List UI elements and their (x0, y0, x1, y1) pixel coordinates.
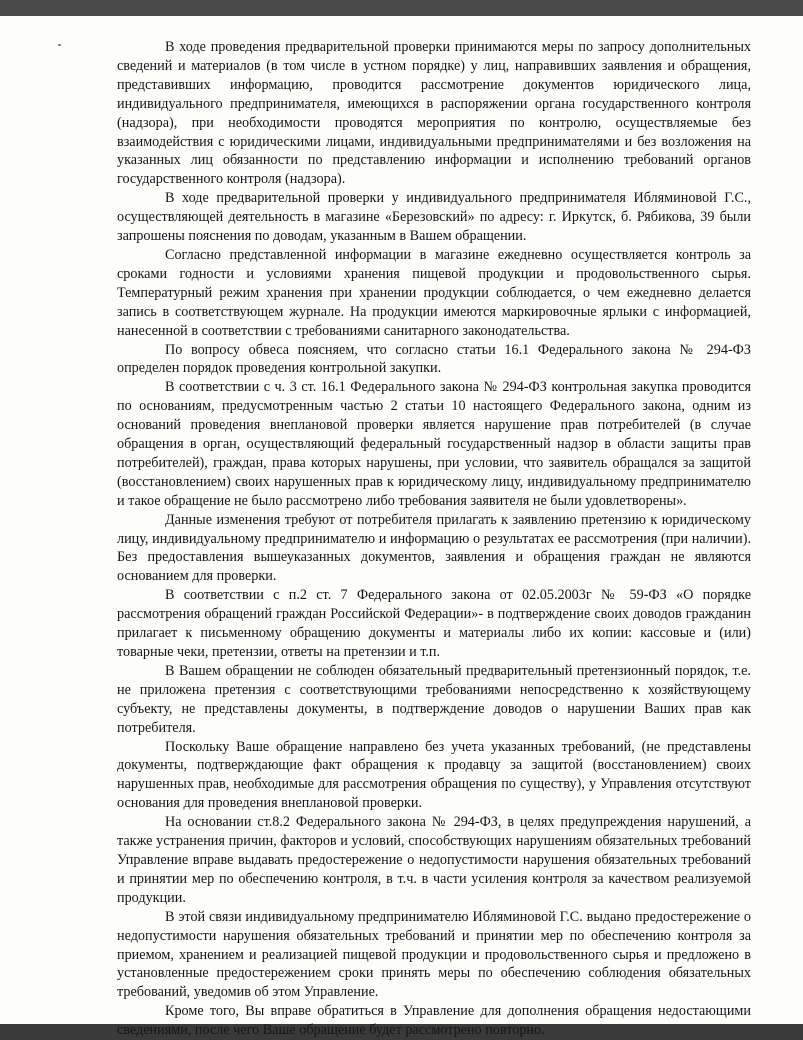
paragraph-storage-control: Согласно представленной информации в магазине ежедневно осуществляется контроль за сроками годности и условиями хранения пищевой продукции и продовольственного сырья. Температурный режим хранения при хранении продукции соблюдается, о чем ежедневно делается запись в соответствующем журнале. На продукции имеются маркировочные ярлыки с информацией, нанесенной в соответствии с требованиями санитарного законодательства. (117, 246, 751, 339)
document-page (0, 16, 803, 1039)
paragraph-law-article-16-1: В соответствии с ч. 3 ст. 16.1 Федерального закона № 294-ФЗ контрольная закупка проводится по основаниям, предусмотренным частью 2 статьи 10 настоящего Федерального закона, одним из оснований проведения внеплановой проверки является нарушение прав потребителей (в случае обращения в орган, осуществляющий федеральный государственный надзор в области защиты прав потребителей), граждан, права которых нарушены, при условии, что заявитель обращался за защитой (восстановлением) своих нарушенных прав к юридическому лицу, индивидуальному предпринимателю и такое обращение не было рассмотрено либо требования заявителя не были удовлетворены». (117, 379, 751, 509)
paragraph-resubmission: Кроме того, Вы вправе обратиться в Управление для дополнения обращения недостающими сведениями, после чего Ваше обращение будет рассмотрено повторно. (117, 1003, 751, 1039)
paragraph-test-purchase: По вопросу обвеса поясняем, что согласно статьи 16.1 Федерального закона № 294-ФЗ определен порядок проведения контрольной закупки. (117, 341, 751, 377)
paragraph-warning-basis: На основании ст.8.2 Федерального закона № 294-ФЗ, в целях предупреждения нарушений, а также устранения причин, факторов и условий, способствующих нарушениям обязательных требований Управление вправе выдавать предостережение о недопустимости нарушения обязательных требований и принятии мер по обеспечению контроля, в т.ч. в части усиления контроля за качеством реализуемой продукции. (117, 814, 751, 906)
paragraph-preliminary-check: В ходе проведения предварительной проверки принимаются меры по запросу дополнительных сведений и материалов (в том числе в устном порядке) у лиц, направивших заявления и обращения, представивших информацию, проводится рассмотрение документов юридического лица, индивидуального предпринимателя, имеющихся в распоряжении органа государственного контроля (надзора), при необходимости проводятся мероприятия по контролю, осуществляемые без взаимодействия с юридическими лицами, индивидуальными предпринимателями и без возложения на указанных лиц обязанности по представлению информации и исполнению требований органов государственного контроля (надзора). (117, 39, 751, 188)
viewer-top-bar (0, 0, 803, 16)
paragraph-no-grounds: Поскольку Ваше обращение направлено без учета указанных требований, (не представлены документы, подтверждающие факт обращения к продавцу за защитой (восстановлением) своих нарушенных прав, необходимые для рассмотрения обращения по существу), у Управления отсутствуют основания для проведения внеплановой проверки. (117, 738, 751, 812)
paragraph-warning-issued: В этой связи индивидуальному предпринимателю Ибляминовой Г.С. выдано предостережение о недопустимости нарушения обязательных требований и принятии мер по обеспечению контроля за приемом, хранением и реализацией пищевой продукции и продовольственного сырья и предложено в установленные предостережением сроки принять меры по обеспечению соблюдения обязательных требований, уведомив об этом Управление. (117, 908, 751, 1001)
paragraph-claim-requirement: Данные изменения требуют от потребителя прилагать к заявлению претензию к юридическому лицу, индивидуальному предпринимателю и информацию о результатах ее рассмотрения (при наличии). Без предоставления вышеуказанных документов, заявления и обращения граждан не являются основанием для проверки. (117, 511, 751, 585)
paragraph-law-59-fz: В соответствии с п.2 ст. 7 Федерального закона от 02.05.2003г № 59-ФЗ «О порядке рассмотрения обращений граждан Российской Федерации»- в подтверждение своих доводов гражданин прилагает к письменному обращению документы и материалы либо их копии: кассовые и (или) товарные чеки, претензии, ответы на претензии и т.п. (117, 587, 751, 660)
scan-speck (58, 44, 61, 46)
paragraph-entrepreneur-request: В ходе предварительной проверки у индивидуального предпринимателя Ибляминовой Г.С., осуществляющей деятельность в магазине «Березовский» по адресу: г. Иркутск, б. Рябикова, 39 были запрошены пояснения по доводам, указанным в Вашем обращении. (117, 190, 751, 245)
paragraph-claim-procedure: В Вашем обращении не соблюден обязательный предварительный претензионный порядок, т.е. не приложена претензия с соответствующими требованиями непосредственно к хозяйствующему субъекту, не представлены документы, в подтверждение доводов о нарушении Ваших прав как потребителя. (117, 662, 751, 736)
document-body (117, 38, 751, 1040)
